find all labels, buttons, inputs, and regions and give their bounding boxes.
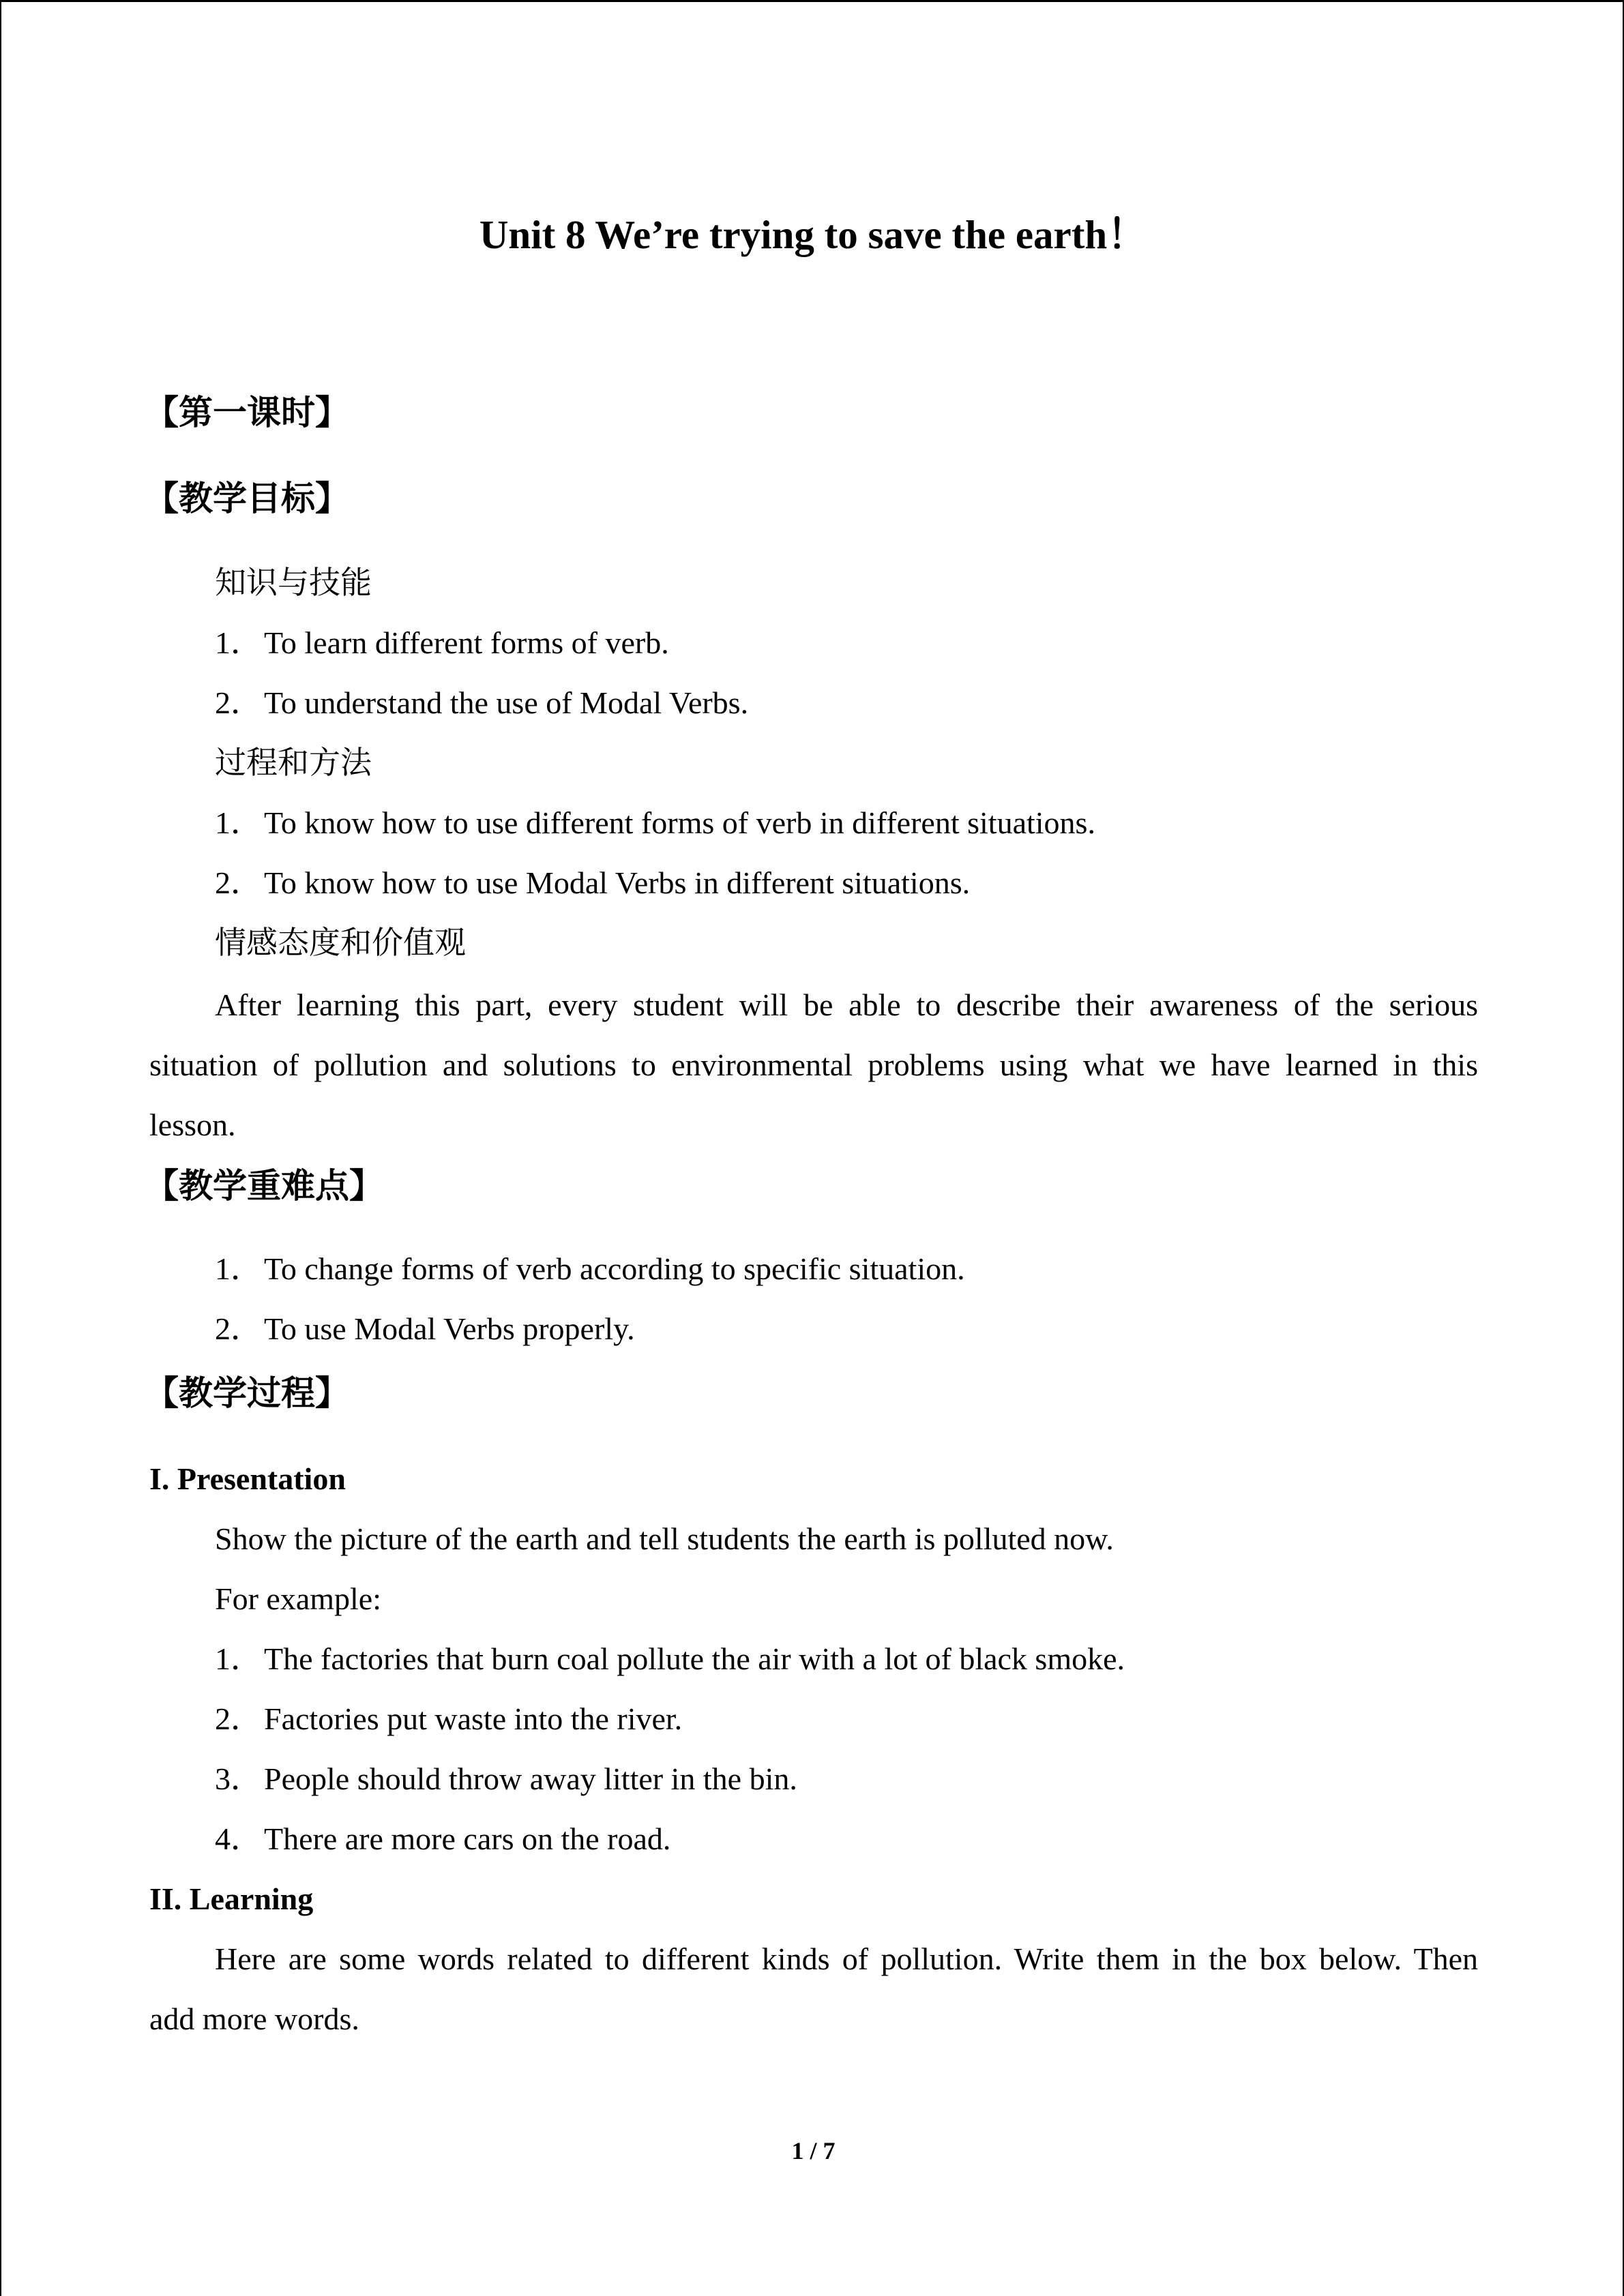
list-text: Factories put waste into the river.	[264, 1701, 683, 1736]
list-number: 1．	[215, 1251, 262, 1286]
process-label: 过程和方法	[215, 744, 372, 781]
list-number: 2．	[215, 685, 262, 720]
list-number: 1．	[215, 1641, 262, 1676]
attitude-paragraph-line: lesson.	[149, 1107, 236, 1142]
section-learning-heading: II. Learning	[149, 1881, 314, 1916]
list-number: 4．	[215, 1821, 262, 1856]
list-text: There are more cars on the road.	[264, 1821, 671, 1856]
heading-process: 【教学过程】	[145, 1373, 349, 1413]
list-text: To understand the use of Modal Verbs.	[264, 685, 749, 720]
list-text: To learn different forms of verb.	[264, 625, 669, 660]
list-text: People should throw away litter in the bin.	[264, 1761, 797, 1796]
list-item	[215, 804, 1095, 841]
list-text: To change forms of verb according to specific situation.	[264, 1251, 965, 1286]
list-number: 2．	[215, 865, 262, 900]
list-text: To know how to use Modal Verbs in different situations.	[264, 865, 971, 900]
example-label: For example:	[215, 1581, 381, 1616]
list-item	[215, 1640, 1125, 1678]
document-title: Unit 8 We’re trying to save the earth！	[479, 212, 1148, 257]
attitude-paragraph-line: After learning this part, every student will be able to describe their awareness of the serious	[215, 987, 1478, 1022]
presentation-intro: Show the picture of the earth and tell students the earth is polluted now.	[215, 1521, 1114, 1556]
heading-goals: 【教学目标】	[145, 479, 349, 518]
list-number: 2．	[215, 1701, 262, 1736]
list-item	[215, 1820, 670, 1858]
list-item	[215, 684, 748, 721]
list-item	[215, 1250, 965, 1287]
list-number: 2．	[215, 1311, 262, 1346]
list-text: The factories that burn coal pollute the air with a lot of black smoke.	[264, 1641, 1125, 1676]
list-item	[215, 1760, 797, 1798]
list-number: 3．	[215, 1761, 262, 1796]
section-presentation-heading: I. Presentation	[149, 1461, 346, 1496]
knowledge-label: 知识与技能	[215, 564, 372, 601]
list-number: 1．	[215, 625, 262, 660]
list-item	[215, 1310, 635, 1347]
list-number: 1．	[215, 805, 262, 840]
list-item	[215, 624, 669, 661]
page-number: 1 / 7	[791, 2137, 836, 2164]
attitude-label: 情感态度和价值观	[215, 924, 466, 961]
list-text: To know how to use different forms of verb in different situations.	[264, 805, 1095, 840]
list-item	[215, 864, 970, 901]
learning-paragraph-line: add more words.	[149, 2001, 359, 2036]
list-text: To use Modal Verbs properly.	[264, 1311, 635, 1346]
heading-keypoints: 【教学重难点】	[145, 1166, 383, 1206]
learning-paragraph-line: Here are some words related to different kinds of pollution. Write them in the box below. Then	[215, 1941, 1478, 1976]
list-item	[215, 1700, 682, 1738]
heading-lesson: 【第一课时】	[145, 393, 349, 432]
attitude-paragraph-line: situation of pollution and solutions to environmental problems using what we have learned in this	[149, 1047, 1478, 1082]
